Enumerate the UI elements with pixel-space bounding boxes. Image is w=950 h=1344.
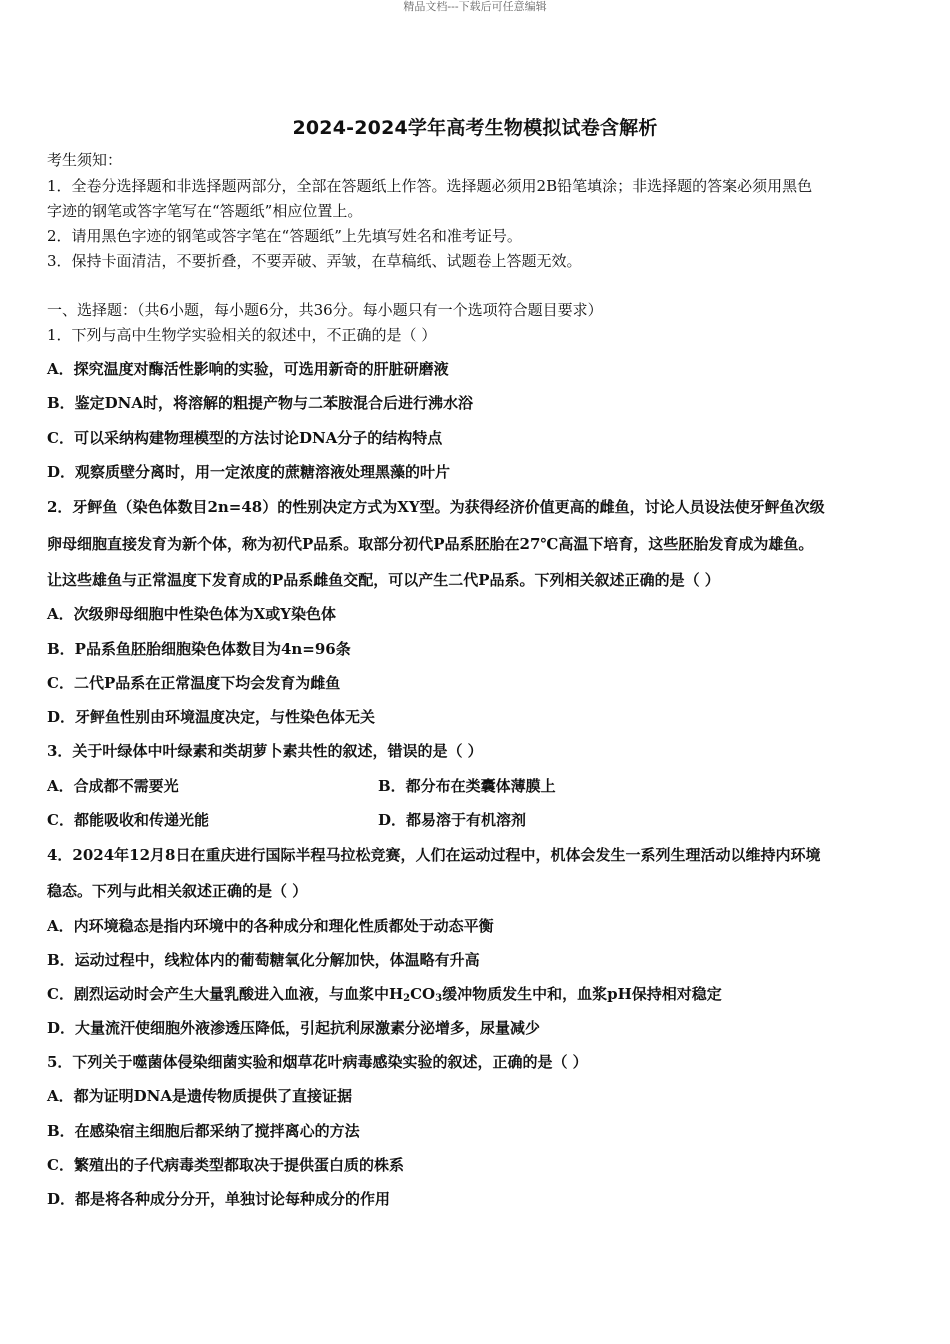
- option-c-text: 缓冲物质发生中和，血浆pH保持相对稳定: [442, 985, 722, 1003]
- header-note: 精品文档---下载后可任意编辑: [403, 0, 547, 13]
- section-heading: 一、选择题：（共6小题，每小题6分，共36分。每小题只有一个选项符合题目要求）: [47, 301, 603, 319]
- option-a: A．内环境稳态是指内环境中的各种成分和理化性质都处于动态平衡: [47, 917, 494, 935]
- subscript: 2: [403, 993, 411, 1004]
- option-b: B．鉴定DNA时，将溶解的粗提产物与二苯胺混合后进行沸水浴: [47, 394, 474, 412]
- notice-heading: 考生须知：: [47, 151, 123, 169]
- question-stem: 1．下列与高中生物学实验相关的叙述中，不正确的是（ ）: [47, 326, 437, 344]
- question-stem: 稳态。下列与此相关叙述正确的是（ ）: [47, 882, 308, 900]
- option-d: D．都易溶于有机溶剂: [378, 811, 527, 829]
- notice-item: 2．请用黑色字迹的钢笔或答字笔在“答题纸”上先填写姓名和准考证号。: [47, 227, 522, 245]
- option-d: D．大量流汗使细胞外液渗透压降低，引起抗利尿激素分泌增多，尿量减少: [47, 1019, 541, 1037]
- option-c: C．繁殖出的子代病毒类型都取决于提供蛋白质的株系: [47, 1156, 404, 1174]
- subscript: 3: [435, 993, 443, 1004]
- option-b: B．运动过程中，线粒体内的葡萄糖氧化分解加快，体温略有升高: [47, 951, 480, 969]
- option-c: C．二代P品系在正常温度下均会发育为雌鱼: [47, 674, 341, 692]
- option-d: D．都是将各种成分分开，单独讨论每种成分的作用: [47, 1190, 391, 1208]
- notice-item: 字迹的钢笔或答字笔写在“答题纸”相应位置上。: [47, 202, 363, 220]
- question-stem: 卵母细胞直接发育为新个体，称为初代P品系。取部分初代P品系胚胎在27℃高温下培育，这些胚胎发育成为雄鱼。: [47, 535, 814, 553]
- option-a: A．都为证明DNA是遗传物质提供了直接证据: [47, 1087, 352, 1105]
- option-c: [47, 984, 722, 1009]
- option-c-text: C．剧烈运动时会产生大量乳酸进入血液，与血浆中H: [47, 985, 404, 1003]
- option-a: A．探究温度对酶活性影响的实验，可选用新奇的肝脏研磨液: [47, 360, 449, 378]
- option-a: A．次级卵母细胞中性染色体为X或Y染色体: [47, 605, 336, 623]
- option-b: B．P品系鱼胚胎细胞染色体数目为4n=96条: [47, 640, 351, 658]
- notice-item: 1．全卷分选择题和非选择题两部分，全部在答题纸上作答。选择题必须用2B铅笔填涂；非选择题的答案必须用黑色: [47, 177, 813, 195]
- question-stem: 4．2024年12月8日在重庆进行国际半程马拉松竞赛，人们在运动过程中，机体会发生一系列生理活动以维持内环境: [47, 846, 821, 864]
- option-b: B．都分布在类囊体薄膜上: [378, 777, 556, 795]
- option-d: D．牙鲆鱼性别由环境温度决定，与性染色体无关: [47, 708, 376, 726]
- option-c: C．都能吸收和传递光能: [47, 811, 209, 829]
- option-c-text: CO: [410, 985, 436, 1003]
- question-stem: 2．牙鲆鱼（染色体数目2n=48）的性别决定方式为XY型。为获得经济价值更高的雌鱼，讨论人员设法使牙鲆鱼次级: [47, 498, 825, 516]
- question-stem: 让这些雄鱼与正常温度下发育成的P品系雌鱼交配，可以产生二代P品系。下列相关叙述正确的是（ ）: [47, 571, 720, 589]
- page-title: 2024-2024学年高考生物模拟试卷含解析: [292, 117, 658, 139]
- option-b: B．在感染宿主细胞后都采纳了搅拌离心的方法: [47, 1122, 360, 1140]
- question-stem: 3．关于叶绿体中叶绿素和类胡萝卜素共性的叙述，错误的是（ ）: [47, 742, 483, 760]
- option-a: A．合成都不需要光: [47, 777, 179, 795]
- option-d: D．观察质壁分离时，用一定浓度的蔗糖溶液处理黑藻的叶片: [47, 463, 451, 481]
- question-stem: 5．下列关于噬菌体侵染细菌实验和烟草花叶病毒感染实验的叙述，正确的是（ ）: [47, 1053, 588, 1071]
- option-c: C．可以采纳构建物理模型的方法讨论DNA分子的结构特点: [47, 429, 443, 447]
- notice-item: 3．保持卡面清洁，不要折叠，不要弄破、弄皱，在草稿纸、试题卷上答题无效。: [47, 252, 582, 270]
